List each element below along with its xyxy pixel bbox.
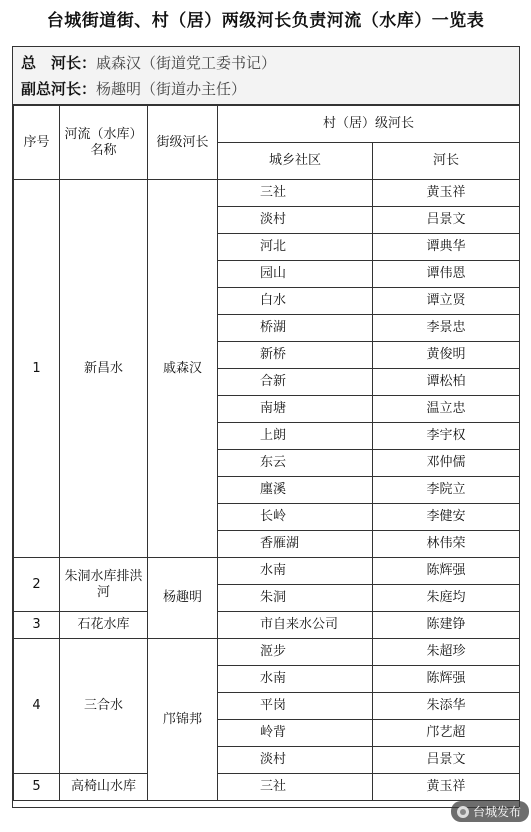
cell-village-chief: 温立忠 <box>373 396 520 423</box>
cell-street-chief: 邝锦邦 <box>148 639 218 801</box>
table-row <box>14 558 520 585</box>
cell-community: 香雁湖 <box>218 531 373 558</box>
cell-village-chief: 邓仲儒 <box>373 450 520 477</box>
cell-village-chief: 李宇权 <box>373 423 520 450</box>
header-street-chief: 街级河长 <box>148 106 218 180</box>
header-no: 序号 <box>14 106 60 180</box>
header-community: 城乡社区 <box>218 143 373 180</box>
cell-community: 桥湖 <box>218 315 373 342</box>
cell-community: 岭背 <box>218 720 373 747</box>
cell-village-chief: 谭典华 <box>373 234 520 261</box>
cell-no: 1 <box>14 180 60 558</box>
river-chief-table-frame <box>12 46 520 808</box>
deputy-leader-value: 杨趣明（街道办主任） <box>96 80 247 98</box>
cell-river: 朱洞水库排洪河 <box>60 558 148 612</box>
cell-community: 长岭 <box>218 504 373 531</box>
cell-no: 3 <box>14 612 60 639</box>
cell-community: 东云 <box>218 450 373 477</box>
cell-village-chief: 李健安 <box>373 504 520 531</box>
header-village-group: 村（居）级河长 <box>218 106 520 143</box>
cell-community: 新桥 <box>218 342 373 369</box>
cell-village-chief: 陈建铮 <box>373 612 520 639</box>
cell-community: 合新 <box>218 369 373 396</box>
river-chief-table <box>13 105 520 801</box>
header-river: 河流（水库）名称 <box>60 106 148 180</box>
chief-leader-label: 总 河长： <box>21 54 97 72</box>
cell-community: 水南 <box>218 558 373 585</box>
cell-community: 淡村 <box>218 207 373 234</box>
cell-village-chief: 林伟荣 <box>373 531 520 558</box>
cell-street-chief: 戚森汉 <box>148 180 218 558</box>
cell-village-chief: 吕景文 <box>373 207 520 234</box>
table-row <box>14 612 520 639</box>
cell-community: 洍步 <box>218 639 373 666</box>
cell-community: 三社 <box>218 180 373 207</box>
cell-no: 5 <box>14 774 60 801</box>
cell-village-chief: 谭伟恩 <box>373 261 520 288</box>
cell-river: 高椅山水库 <box>60 774 148 801</box>
cell-river: 新昌水 <box>60 180 148 558</box>
cell-village-chief: 邝艺超 <box>373 720 520 747</box>
wechat-logo-icon <box>457 806 469 818</box>
cell-village-chief: 谭立贤 <box>373 288 520 315</box>
cell-community: 三社 <box>218 774 373 801</box>
cell-community: 园山 <box>218 261 373 288</box>
cell-village-chief: 吕景文 <box>373 747 520 774</box>
cell-community: 南塘 <box>218 396 373 423</box>
cell-community: 淡村 <box>218 747 373 774</box>
cell-community: 市自来水公司 <box>218 612 373 639</box>
cell-village-chief: 陈辉强 <box>373 666 520 693</box>
table-row <box>14 180 520 207</box>
cell-community: 上朗 <box>218 423 373 450</box>
table-row <box>14 774 520 801</box>
cell-community: 河北 <box>218 234 373 261</box>
chief-leader-row <box>21 50 519 76</box>
cell-village-chief: 黄玉祥 <box>373 180 520 207</box>
cell-river: 三合水 <box>60 639 148 774</box>
cell-street-chief: 杨趣明 <box>148 558 218 639</box>
cell-village-chief: 谭松柏 <box>373 369 520 396</box>
cell-river: 石花水库 <box>60 612 148 639</box>
cell-community: 廛溪 <box>218 477 373 504</box>
leaders-panel <box>13 47 519 105</box>
cell-community: 白水 <box>218 288 373 315</box>
page-title: 台城街道街、村（居）两级河长负责河流（水库）一览表 <box>46 11 485 31</box>
table-row <box>14 639 520 666</box>
deputy-leader-label: 副总河长： <box>21 80 97 98</box>
cell-village-chief: 李景忠 <box>373 315 520 342</box>
cell-no: 4 <box>14 639 60 774</box>
watermark <box>451 801 529 822</box>
cell-village-chief: 李院立 <box>373 477 520 504</box>
deputy-leader-row <box>21 76 519 102</box>
cell-village-chief: 黄玉祥 <box>373 774 520 801</box>
chief-leader-value: 戚森汉（街道党工委书记） <box>96 54 277 72</box>
watermark-text: 台城发布 <box>472 805 521 819</box>
cell-community: 水南 <box>218 666 373 693</box>
cell-village-chief: 黄俊明 <box>373 342 520 369</box>
cell-community: 朱洞 <box>218 585 373 612</box>
cell-community: 平岗 <box>218 693 373 720</box>
header-village-chief: 河长 <box>373 143 520 180</box>
cell-village-chief: 朱庭均 <box>373 585 520 612</box>
cell-village-chief: 陈辉强 <box>373 558 520 585</box>
cell-no: 2 <box>14 558 60 612</box>
cell-village-chief: 朱超珍 <box>373 639 520 666</box>
cell-village-chief: 朱添华 <box>373 693 520 720</box>
